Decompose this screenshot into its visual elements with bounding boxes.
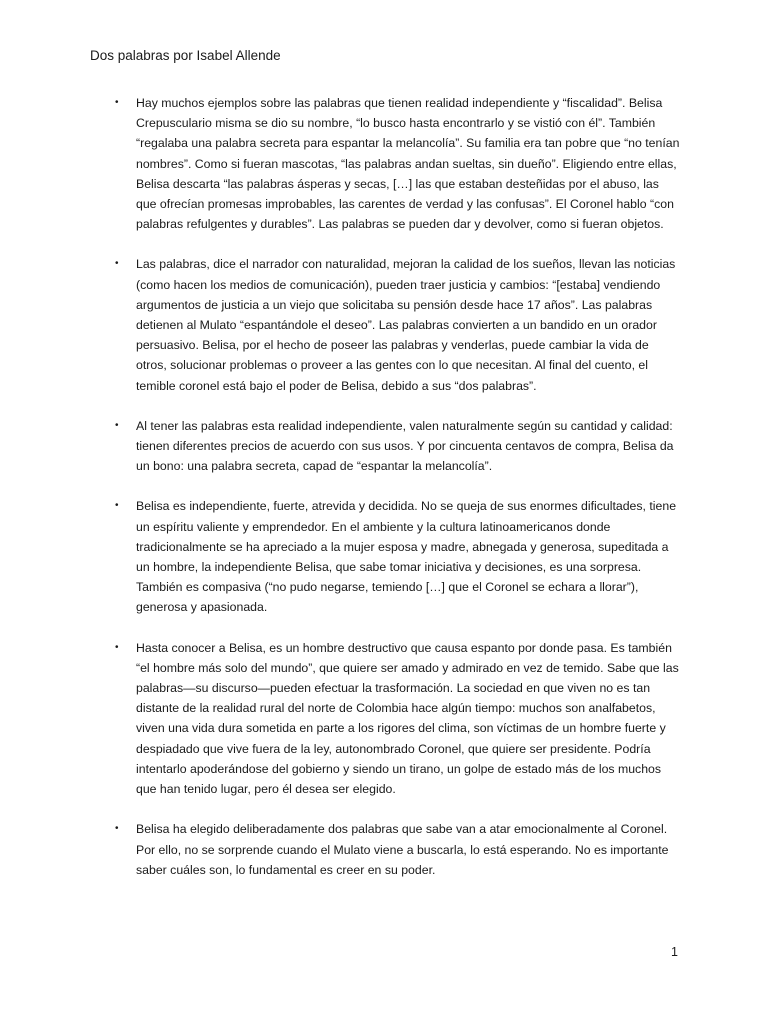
- page-number: 1: [671, 945, 678, 959]
- list-item: [115, 496, 681, 617]
- bullet-icon: •: [115, 641, 119, 653]
- paragraph-text: Hasta conocer a Belisa, es un hombre destructivo que causa espanto por donde pasa. Es también “el hombre más solo del mundo”, que quiere ser amado y admirado en vez de temido. Sabe que las palabras—su discurso—pueden efectuar la trasformación. La sociedad en que viven no es tan distante de la realidad rural del norte de Colombia hace algún tiempo: muchos son analfabetos, viven una vida dura sometida en parte a los rigores del clima, son víctimas de un hombre fuerte y despiadado que vive fuera de la ley, autonombrado Coronel, que quiere ser presidente. Podría intentarlo apoderándose del gobierno y siendo un tirano, un golpe de estado más de los muchos que han tenido lugar, pero él desea ser elegido.: [136, 640, 679, 797]
- paragraph-text: Al tener las palabras esta realidad independiente, valen naturalmente según su cantidad y calidad: tienen diferentes precios de acuerdo con sus usos. Y por cincuenta centavos de compra, Belisa da un bono: una palabra secreta, capad de “espantar la melancolía”.: [136, 418, 674, 474]
- paragraph-text: Belisa ha elegido deliberadamente dos palabras que sabe van a atar emocionalmente al Coronel. Por ello, no se sorprende cuando el Mulato viene a buscarla, lo está esperando. No es importante saber cuáles son, lo fundamental es creer en su poder.: [136, 822, 669, 877]
- bullet-icon: •: [115, 823, 119, 835]
- list-item: [115, 254, 681, 395]
- bullet-icon: •: [115, 97, 119, 108]
- paragraph-text: Belisa es independiente, fuerte, atrevida y decidida. No se queja de sus enormes dificultades, tiene un espíritu valiente y emprendedor. En el ambiente y la cultura latinoamericanos donde tradicionalmente se ha apreciado a la mujer esposa y madre, abnegada y generosa, supeditada a un hombre, la independiente Belisa, que sabe tomar iniciativa y decisiones, es una sorpresa. También es compasiva (“no pudo negarse, temiendo […] que el Coronel se echara a llorar”), generosa y apasionada.: [136, 499, 677, 615]
- list-item: [115, 638, 681, 800]
- page-header: Dos palabras por Isabel Allende: [90, 48, 281, 63]
- list-item: [115, 93, 681, 234]
- paragraph-text: Las palabras, dice el narrador con naturalidad, mejoran la calidad de los sueños, llevan las noticias (como hacen los medios de comunicación), pueden traer justicia y cambios: “[estaba] vendiendo argumentos de justicia a un viejo que solicitaba su pensión desde hace 17 años”. Las palabras detienen al Mulato “espantándole el deseo”. Las palabras convierten a un bandido en un orador persuasivo. Belisa, por el hecho de poseer las palabras y venderlas, puede cambiar la vida de otros, solucionar problemas o proveer a las gentes con lo que necesitan. Al final del cuento, el temible coronel está bajo el poder de Belisa, debido a sus “dos palabras”.: [136, 257, 676, 393]
- list-item: [115, 416, 681, 477]
- bullet-list: [115, 93, 681, 900]
- list-item: [115, 819, 681, 880]
- bullet-icon: •: [115, 258, 119, 270]
- bullet-icon: •: [115, 500, 119, 512]
- bullet-icon: •: [115, 419, 119, 431]
- paragraph-text: Hay muchos ejemplos sobre las palabras que tienen realidad independiente y “fiscalidad”. Belisa Crepusculario misma se dio su nombre, “lo busco hasta encontrarlo y se vistió con él”. También “regalaba una palabra secreta para espantar la melancolía”. Su familia era tan pobre que “no tenían nombres”. Como si fueran mascotas, “las palabras andan sueltas, sin dueño”. Eligiendo entre ellas, Belisa descarta “las palabras ásperas y secas, […] las que estaban desteñidas por el abuso, las que ofrecían promesas improbables, las carentes de verdad y las confusas”. El Coronel hablo “con palabras refulgentes y durables”. Las palabras se pueden dar y devolver, como si fueran objetos.: [136, 96, 680, 232]
